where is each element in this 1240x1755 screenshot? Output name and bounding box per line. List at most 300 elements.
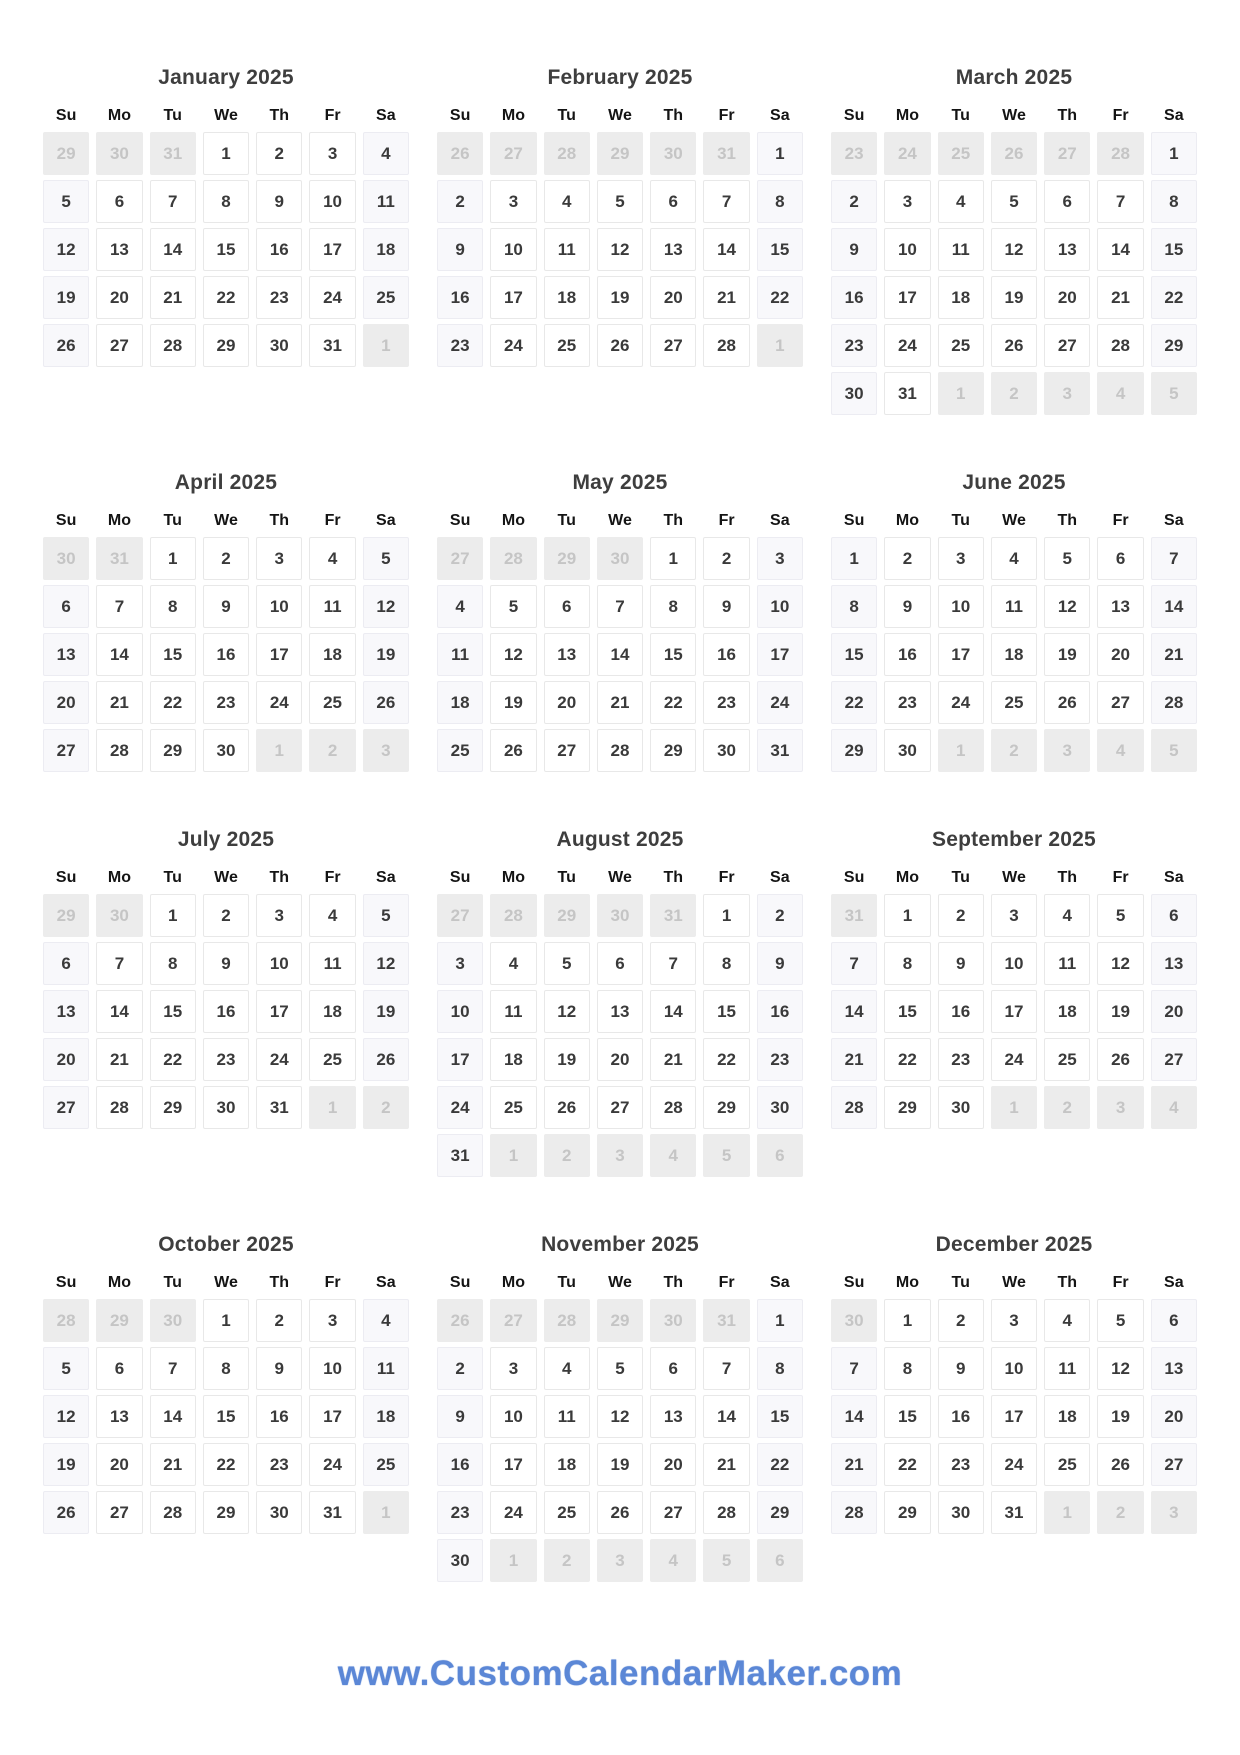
day-cell-adjacent-month: 4 xyxy=(1097,372,1143,415)
weekday-header: Su xyxy=(843,107,865,124)
day-cell: 13 xyxy=(96,1395,142,1438)
day-cell: 8 xyxy=(203,180,249,223)
day-cell: 18 xyxy=(309,990,355,1033)
day-cell: 26 xyxy=(597,324,643,367)
weekday-header: Mo xyxy=(107,869,131,886)
day-cell: 3 xyxy=(309,132,355,175)
day-cell-adjacent-month: 2 xyxy=(363,1086,409,1129)
weekday-header: Th xyxy=(269,1274,290,1291)
weekday-header: Fr xyxy=(718,1274,735,1291)
day-cell: 1 xyxy=(150,894,196,937)
day-cell: 19 xyxy=(490,681,536,724)
weekday-header: Su xyxy=(449,1274,471,1291)
day-cell: 23 xyxy=(437,1491,483,1534)
day-cell: 7 xyxy=(703,1347,749,1390)
month-title: September 2025 xyxy=(932,828,1096,851)
day-cell: 18 xyxy=(490,1038,536,1081)
day-cell: 26 xyxy=(490,729,536,772)
day-cell: 29 xyxy=(150,729,196,772)
day-cell-adjacent-month: 30 xyxy=(150,1299,196,1342)
day-cell-adjacent-month: 27 xyxy=(490,1299,536,1342)
day-cell-adjacent-month: 27 xyxy=(1044,132,1090,175)
weekday-header-row xyxy=(831,510,1197,532)
day-cell: 31 xyxy=(757,729,803,772)
day-cell: 10 xyxy=(490,1395,536,1438)
weekday-header: Th xyxy=(663,512,684,529)
day-cell: 13 xyxy=(650,1395,696,1438)
day-cell-adjacent-month: 24 xyxy=(884,132,930,175)
day-cell: 12 xyxy=(544,990,590,1033)
month-title: December 2025 xyxy=(935,1233,1093,1256)
day-cell: 29 xyxy=(884,1491,930,1534)
day-cell: 3 xyxy=(938,537,984,580)
day-cell: 23 xyxy=(256,1443,302,1486)
day-cell: 13 xyxy=(43,990,89,1033)
day-cell: 8 xyxy=(203,1347,249,1390)
day-cell: 24 xyxy=(884,324,930,367)
month-october xyxy=(43,1232,409,1534)
day-cell: 18 xyxy=(544,1443,590,1486)
day-cell: 20 xyxy=(1151,990,1197,1033)
day-cell: 11 xyxy=(363,180,409,223)
day-cell-adjacent-month: 29 xyxy=(544,537,590,580)
day-cell: 12 xyxy=(1097,942,1143,985)
month-august xyxy=(437,827,803,1177)
day-cell: 22 xyxy=(757,276,803,319)
day-cell: 22 xyxy=(203,1443,249,1486)
day-cell: 27 xyxy=(1151,1443,1197,1486)
day-cell: 10 xyxy=(884,228,930,271)
day-cell: 10 xyxy=(938,585,984,628)
day-cell: 4 xyxy=(309,894,355,937)
day-cell-adjacent-month: 1 xyxy=(938,729,984,772)
weekday-header: Fr xyxy=(718,869,735,886)
day-cell: 15 xyxy=(1151,228,1197,271)
day-cell: 4 xyxy=(544,1347,590,1390)
day-cell: 20 xyxy=(650,276,696,319)
day-cell: 22 xyxy=(650,681,696,724)
day-cell: 4 xyxy=(309,537,355,580)
day-cell: 7 xyxy=(703,180,749,223)
day-cell-adjacent-month: 27 xyxy=(437,537,483,580)
day-cell: 9 xyxy=(703,585,749,628)
weekday-header: Fr xyxy=(324,107,341,124)
weekday-header: We xyxy=(608,512,632,529)
day-cell: 30 xyxy=(831,372,877,415)
day-cell: 8 xyxy=(757,1347,803,1390)
day-cell: 13 xyxy=(597,990,643,1033)
day-cell: 5 xyxy=(363,894,409,937)
day-cell: 19 xyxy=(363,633,409,676)
day-cell: 1 xyxy=(884,1299,930,1342)
day-cell: 6 xyxy=(96,180,142,223)
day-cell: 26 xyxy=(43,324,89,367)
day-cell-adjacent-month: 31 xyxy=(703,132,749,175)
day-cell: 29 xyxy=(703,1086,749,1129)
day-cell: 11 xyxy=(309,585,355,628)
day-cell: 26 xyxy=(363,1038,409,1081)
day-cell-adjacent-month: 2 xyxy=(991,729,1037,772)
day-cell: 31 xyxy=(991,1491,1037,1534)
weekday-header: Sa xyxy=(1164,869,1184,886)
day-cell-adjacent-month: 1 xyxy=(490,1134,536,1177)
day-cell: 15 xyxy=(884,1395,930,1438)
weekday-header: Mo xyxy=(895,869,919,886)
day-cell: 15 xyxy=(757,228,803,271)
day-cell: 14 xyxy=(831,990,877,1033)
day-cell-adjacent-month: 30 xyxy=(650,132,696,175)
day-cell: 5 xyxy=(597,1347,643,1390)
day-cell: 13 xyxy=(43,633,89,676)
weekday-header: Sa xyxy=(1164,512,1184,529)
month-days-grid xyxy=(831,537,1197,772)
day-cell: 9 xyxy=(437,228,483,271)
day-cell-adjacent-month: 30 xyxy=(96,132,142,175)
day-cell: 4 xyxy=(363,132,409,175)
day-cell-adjacent-month: 29 xyxy=(43,132,89,175)
day-cell: 9 xyxy=(831,228,877,271)
day-cell: 20 xyxy=(1044,276,1090,319)
day-cell-adjacent-month: 30 xyxy=(650,1299,696,1342)
day-cell: 7 xyxy=(1097,180,1143,223)
day-cell: 25 xyxy=(363,1443,409,1486)
day-cell: 15 xyxy=(150,990,196,1033)
day-cell: 16 xyxy=(256,228,302,271)
day-cell: 10 xyxy=(991,942,1037,985)
day-cell: 27 xyxy=(1044,324,1090,367)
day-cell: 21 xyxy=(831,1038,877,1081)
weekday-header: Th xyxy=(269,869,290,886)
weekday-header: Mo xyxy=(501,512,525,529)
day-cell: 21 xyxy=(703,1443,749,1486)
day-cell: 29 xyxy=(203,324,249,367)
day-cell: 13 xyxy=(1151,1347,1197,1390)
day-cell-adjacent-month: 30 xyxy=(597,894,643,937)
day-cell: 19 xyxy=(991,276,1037,319)
day-cell: 27 xyxy=(597,1086,643,1129)
day-cell: 6 xyxy=(544,585,590,628)
day-cell: 28 xyxy=(831,1491,877,1534)
day-cell: 11 xyxy=(1044,1347,1090,1390)
day-cell: 17 xyxy=(991,1395,1037,1438)
day-cell: 30 xyxy=(203,729,249,772)
day-cell-adjacent-month: 3 xyxy=(597,1134,643,1177)
day-cell: 28 xyxy=(1097,324,1143,367)
day-cell: 2 xyxy=(256,132,302,175)
weekday-header: Fr xyxy=(718,107,735,124)
day-cell: 9 xyxy=(884,585,930,628)
weekday-header: Sa xyxy=(770,512,790,529)
month-days-grid xyxy=(43,894,409,1129)
day-cell: 26 xyxy=(1097,1038,1143,1081)
day-cell: 19 xyxy=(1097,990,1143,1033)
day-cell-adjacent-month: 29 xyxy=(43,894,89,937)
day-cell-adjacent-month: 1 xyxy=(757,324,803,367)
day-cell: 21 xyxy=(650,1038,696,1081)
weekday-header: Th xyxy=(269,512,290,529)
day-cell: 8 xyxy=(150,585,196,628)
day-cell: 16 xyxy=(437,276,483,319)
day-cell: 19 xyxy=(544,1038,590,1081)
day-cell: 23 xyxy=(203,681,249,724)
day-cell-adjacent-month: 30 xyxy=(831,1299,877,1342)
day-cell: 31 xyxy=(437,1134,483,1177)
day-cell: 7 xyxy=(150,1347,196,1390)
weekday-header: Mo xyxy=(895,107,919,124)
day-cell: 12 xyxy=(490,633,536,676)
day-cell-adjacent-month: 31 xyxy=(831,894,877,937)
day-cell: 14 xyxy=(1151,585,1197,628)
day-cell: 7 xyxy=(1151,537,1197,580)
day-cell: 19 xyxy=(363,990,409,1033)
day-cell: 3 xyxy=(757,537,803,580)
day-cell: 11 xyxy=(544,1395,590,1438)
weekday-header: Sa xyxy=(376,107,396,124)
day-cell: 30 xyxy=(938,1491,984,1534)
day-cell: 28 xyxy=(597,729,643,772)
day-cell: 14 xyxy=(703,1395,749,1438)
day-cell-adjacent-month: 28 xyxy=(544,132,590,175)
day-cell: 10 xyxy=(490,228,536,271)
day-cell: 27 xyxy=(650,324,696,367)
day-cell-adjacent-month: 31 xyxy=(150,132,196,175)
day-cell: 19 xyxy=(43,1443,89,1486)
day-cell: 25 xyxy=(938,324,984,367)
day-cell-adjacent-month: 5 xyxy=(703,1134,749,1177)
day-cell: 5 xyxy=(43,180,89,223)
weekday-header: Fr xyxy=(1112,512,1129,529)
day-cell: 30 xyxy=(256,1491,302,1534)
day-cell: 13 xyxy=(1044,228,1090,271)
day-cell: 16 xyxy=(884,633,930,676)
day-cell: 1 xyxy=(203,1299,249,1342)
day-cell: 27 xyxy=(1097,681,1143,724)
month-january xyxy=(43,65,409,367)
day-cell: 21 xyxy=(96,681,142,724)
day-cell: 30 xyxy=(884,729,930,772)
day-cell: 15 xyxy=(650,633,696,676)
day-cell-adjacent-month: 29 xyxy=(597,132,643,175)
day-cell: 26 xyxy=(991,324,1037,367)
day-cell: 25 xyxy=(1044,1443,1090,1486)
weekday-header: Fr xyxy=(1112,869,1129,886)
weekday-header: We xyxy=(1002,512,1026,529)
day-cell: 9 xyxy=(256,180,302,223)
weekday-header: Mo xyxy=(107,512,131,529)
day-cell-adjacent-month: 5 xyxy=(703,1539,749,1582)
weekday-header: Tu xyxy=(557,869,576,886)
day-cell: 7 xyxy=(831,942,877,985)
day-cell: 30 xyxy=(757,1086,803,1129)
day-cell-adjacent-month: 27 xyxy=(490,132,536,175)
day-cell: 6 xyxy=(650,1347,696,1390)
weekday-header: Mo xyxy=(107,1274,131,1291)
day-cell: 6 xyxy=(96,1347,142,1390)
day-cell-adjacent-month: 28 xyxy=(490,894,536,937)
weekday-header: Su xyxy=(843,1274,865,1291)
day-cell: 24 xyxy=(256,681,302,724)
day-cell: 29 xyxy=(650,729,696,772)
day-cell: 22 xyxy=(1151,276,1197,319)
day-cell: 14 xyxy=(150,1395,196,1438)
day-cell: 30 xyxy=(703,729,749,772)
weekday-header: We xyxy=(608,869,632,886)
day-cell: 19 xyxy=(1097,1395,1143,1438)
weekday-header: Mo xyxy=(501,869,525,886)
day-cell-adjacent-month: 25 xyxy=(938,132,984,175)
day-cell-adjacent-month: 2 xyxy=(1097,1491,1143,1534)
day-cell: 5 xyxy=(43,1347,89,1390)
day-cell: 11 xyxy=(490,990,536,1033)
day-cell: 18 xyxy=(1044,1395,1090,1438)
day-cell: 21 xyxy=(96,1038,142,1081)
day-cell: 11 xyxy=(309,942,355,985)
day-cell-adjacent-month: 4 xyxy=(1097,729,1143,772)
day-cell-adjacent-month: 31 xyxy=(703,1299,749,1342)
day-cell: 6 xyxy=(597,942,643,985)
weekday-header: Sa xyxy=(1164,1274,1184,1291)
day-cell: 5 xyxy=(363,537,409,580)
month-july xyxy=(43,827,409,1129)
day-cell: 23 xyxy=(437,324,483,367)
day-cell: 28 xyxy=(703,1491,749,1534)
month-february xyxy=(437,65,803,367)
day-cell: 20 xyxy=(650,1443,696,1486)
weekday-header-row xyxy=(43,1272,409,1294)
month-days-grid xyxy=(831,894,1197,1129)
day-cell: 17 xyxy=(991,990,1037,1033)
day-cell: 20 xyxy=(43,1038,89,1081)
day-cell: 19 xyxy=(597,1443,643,1486)
day-cell-adjacent-month: 1 xyxy=(490,1539,536,1582)
day-cell: 8 xyxy=(703,942,749,985)
day-cell: 2 xyxy=(437,1347,483,1390)
weekday-header: Tu xyxy=(557,107,576,124)
day-cell: 12 xyxy=(363,942,409,985)
day-cell: 18 xyxy=(437,681,483,724)
month-title: October 2025 xyxy=(158,1233,294,1256)
weekday-header: Mo xyxy=(895,1274,919,1291)
day-cell: 6 xyxy=(43,585,89,628)
day-cell: 30 xyxy=(203,1086,249,1129)
weekday-header: Tu xyxy=(951,869,970,886)
day-cell: 7 xyxy=(831,1347,877,1390)
day-cell: 22 xyxy=(831,681,877,724)
weekday-header: Mo xyxy=(107,107,131,124)
weekday-header: Fr xyxy=(324,512,341,529)
weekday-header-row xyxy=(437,510,803,532)
day-cell: 20 xyxy=(96,1443,142,1486)
day-cell: 24 xyxy=(490,1491,536,1534)
day-cell: 2 xyxy=(831,180,877,223)
day-cell: 23 xyxy=(831,324,877,367)
weekday-header: We xyxy=(214,1274,238,1291)
day-cell-adjacent-month: 2 xyxy=(309,729,355,772)
day-cell: 17 xyxy=(437,1038,483,1081)
weekday-header: Th xyxy=(663,107,684,124)
weekday-header: Tu xyxy=(951,512,970,529)
month-november xyxy=(437,1232,803,1582)
day-cell: 20 xyxy=(1151,1395,1197,1438)
day-cell-adjacent-month: 1 xyxy=(991,1086,1037,1129)
watermark-link[interactable]: www.CustomCalendarMaker.com xyxy=(337,1654,903,1693)
day-cell: 30 xyxy=(437,1539,483,1582)
day-cell-adjacent-month: 3 xyxy=(1044,729,1090,772)
day-cell: 23 xyxy=(757,1038,803,1081)
day-cell: 11 xyxy=(991,585,1037,628)
day-cell: 9 xyxy=(437,1395,483,1438)
day-cell: 25 xyxy=(437,729,483,772)
day-cell: 7 xyxy=(96,585,142,628)
day-cell-adjacent-month: 31 xyxy=(96,537,142,580)
day-cell: 21 xyxy=(1097,276,1143,319)
day-cell: 26 xyxy=(1044,681,1090,724)
month-title: June 2025 xyxy=(962,471,1066,494)
day-cell: 21 xyxy=(150,1443,196,1486)
day-cell: 24 xyxy=(991,1443,1037,1486)
day-cell: 27 xyxy=(544,729,590,772)
day-cell: 28 xyxy=(150,324,196,367)
day-cell: 24 xyxy=(490,324,536,367)
day-cell: 14 xyxy=(1097,228,1143,271)
day-cell: 15 xyxy=(203,1395,249,1438)
day-cell-adjacent-month: 1 xyxy=(309,1086,355,1129)
weekday-header: We xyxy=(1002,1274,1026,1291)
day-cell: 15 xyxy=(831,633,877,676)
weekday-header: Su xyxy=(55,869,77,886)
day-cell: 8 xyxy=(757,180,803,223)
weekday-header: Fr xyxy=(1112,1274,1129,1291)
day-cell: 10 xyxy=(757,585,803,628)
day-cell: 24 xyxy=(437,1086,483,1129)
weekday-header: Tu xyxy=(163,107,182,124)
day-cell: 12 xyxy=(1097,1347,1143,1390)
day-cell: 9 xyxy=(938,1347,984,1390)
day-cell: 27 xyxy=(96,324,142,367)
day-cell: 26 xyxy=(544,1086,590,1129)
month-april xyxy=(43,470,409,772)
day-cell: 3 xyxy=(437,942,483,985)
day-cell-adjacent-month: 1 xyxy=(256,729,302,772)
weekday-header: Tu xyxy=(163,512,182,529)
day-cell: 12 xyxy=(1044,585,1090,628)
day-cell: 3 xyxy=(490,1347,536,1390)
day-cell: 17 xyxy=(309,228,355,271)
day-cell: 29 xyxy=(757,1491,803,1534)
day-cell: 22 xyxy=(150,681,196,724)
day-cell: 17 xyxy=(757,633,803,676)
day-cell-adjacent-month: 2 xyxy=(544,1134,590,1177)
day-cell: 5 xyxy=(1044,537,1090,580)
day-cell: 28 xyxy=(650,1086,696,1129)
day-cell: 10 xyxy=(256,942,302,985)
day-cell: 22 xyxy=(150,1038,196,1081)
month-march xyxy=(831,65,1197,415)
day-cell: 1 xyxy=(203,132,249,175)
day-cell: 22 xyxy=(884,1443,930,1486)
day-cell-adjacent-month: 28 xyxy=(43,1299,89,1342)
day-cell-adjacent-month: 3 xyxy=(1044,372,1090,415)
day-cell: 2 xyxy=(203,537,249,580)
day-cell: 27 xyxy=(43,729,89,772)
weekday-header: We xyxy=(608,1274,632,1291)
weekday-header: Th xyxy=(663,1274,684,1291)
day-cell: 4 xyxy=(1044,1299,1090,1342)
day-cell: 10 xyxy=(309,1347,355,1390)
day-cell: 14 xyxy=(597,633,643,676)
day-cell: 3 xyxy=(256,537,302,580)
day-cell: 31 xyxy=(256,1086,302,1129)
